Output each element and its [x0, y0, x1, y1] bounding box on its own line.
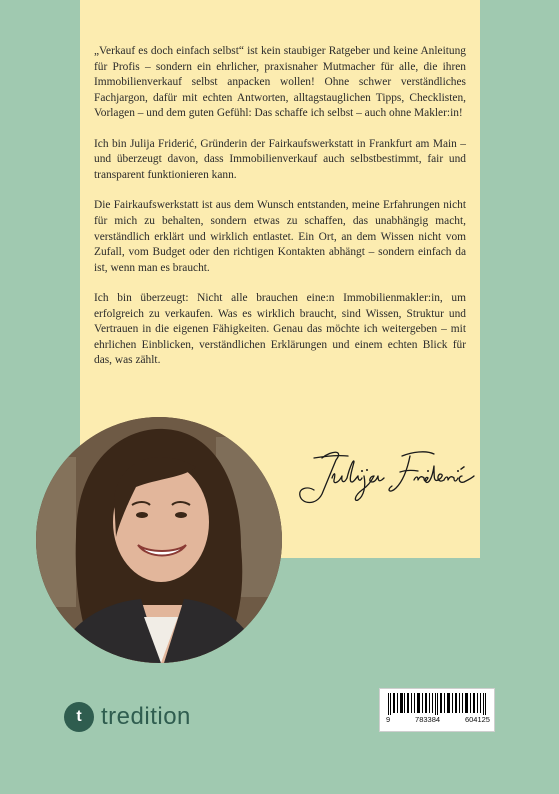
blurb-paragraph-2: Ich bin Julija Friderić, Gründerin der Fairkaufswerkstatt in Frankfurt am Main – und überzeugt davon, dass Immobilienverkauf auch selbstbestimmt, fair und transparent funktionieren kann. — [94, 137, 466, 181]
isbn-number — [386, 715, 490, 724]
author-photo — [36, 417, 282, 663]
isbn-group-2: 604125 — [464, 715, 490, 724]
publisher-logo — [64, 701, 191, 733]
publisher-name: tredition — [101, 703, 191, 730]
blurb-text — [94, 44, 466, 384]
isbn-group-1: 783384 — [415, 715, 441, 724]
blurb-paragraph-3: Die Fairkaufswerkstatt ist aus dem Wunsch entstanden, meine Erfahrungen nicht für mich zu behalten, sondern etwas zu schaffen, das unabhängig macht, verständlich erklärt und wirklich entlastet. Ein Ort, an dem Wissen nicht vom Zufall, vom Budget oder den richtigen Kontakten abhängt – sondern einfach da ist, wenn man es braucht. — [94, 199, 466, 274]
tredition-logo-icon: t — [64, 702, 94, 732]
blurb-paragraph-1: „Verkauf es doch einfach selbst“ ist kein staubiger Ratgeber und keine Anleitung für Profis – sondern ein ehrlicher, praxisnaher Mutmacher für alle, die ihren Immobilienverkauf selbst anpacken wollen! Ohne schwer verständliches Fachjargon, dafür mit echten Antworten, alltagstauglichen Tipps, Checklisten, Vorlagen – und dem guten Gefühl: Das schaffe ich selbst – auch ohne Makler:in! — [94, 45, 466, 120]
isbn-prefix: 9 — [386, 715, 391, 724]
author-signature — [292, 436, 482, 516]
isbn-barcode — [379, 688, 495, 732]
barcode-bars — [388, 693, 486, 715]
blurb-paragraph-4: Ich bin überzeugt: Nicht alle brauchen eine:n Immobilienmakler:in, um erfolgreich zu verkaufen. Was es wirklich braucht, sind Wissen, Struktur und Vertrauen in die eigenen Fähigkeiten. Genau das möchte ich weitergeben – mit ehrlichen Einblicken, verständlichen Erklärungen und einem echten Blick für das, was zählt. — [94, 292, 466, 367]
